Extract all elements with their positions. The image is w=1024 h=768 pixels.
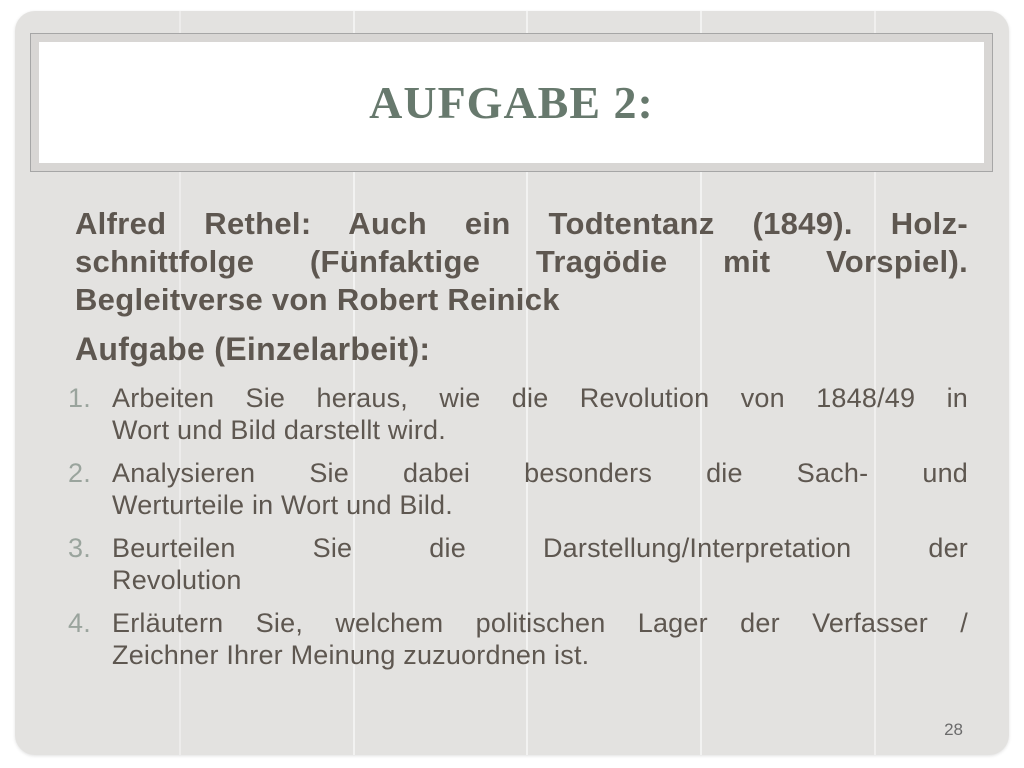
list-item-line: Werturteile in Wort und Bild. (112, 490, 453, 520)
page-number: 28 (944, 720, 963, 739)
list-item-number: 4. (68, 608, 91, 638)
title-frame (30, 33, 993, 172)
heading-line: schnittfolge (Fünfaktige Tragödie mit Vorspiel). (75, 244, 968, 279)
list-item-line: Wort und Bild darstellt wird. (112, 415, 446, 445)
list-item (68, 532, 968, 596)
list-item-number: 1. (68, 383, 91, 413)
title-frame-inner (39, 42, 984, 163)
slide-background-card (15, 11, 1009, 755)
heading-line: Begleitverse von Robert Reinick (75, 282, 560, 317)
list-item-line: Analysieren Sie dabei besonders die Sach- und (112, 458, 968, 488)
list-item (68, 607, 968, 671)
list-item-number: 2. (68, 458, 91, 488)
list-item-line: Revolution (112, 565, 242, 595)
heading-paragraph (75, 205, 968, 319)
list-item-line: Beurteilen Sie die Darstellung/Interpretation der (112, 533, 968, 563)
heading-line: Alfred Rethel: Auch ein Todtentanz (1849). Holz- (75, 206, 968, 241)
list-item (68, 457, 968, 521)
list-item-line: Arbeiten Sie heraus, wie die Revolution von 1848/49 in (112, 383, 968, 413)
slide-body (68, 205, 968, 682)
list-item-number: 3. (68, 533, 91, 563)
subheading: Aufgabe (Einzelarbeit): (75, 331, 431, 367)
list-item (68, 382, 968, 446)
list-item-line: Zeichner Ihrer Meinung zuzuordnen ist. (112, 640, 590, 670)
slide-title: AUFGABE 2: (369, 77, 654, 128)
task-list (68, 382, 968, 671)
list-item-line: Erläutern Sie, welchem politischen Lager der Verfasser / (112, 608, 968, 638)
